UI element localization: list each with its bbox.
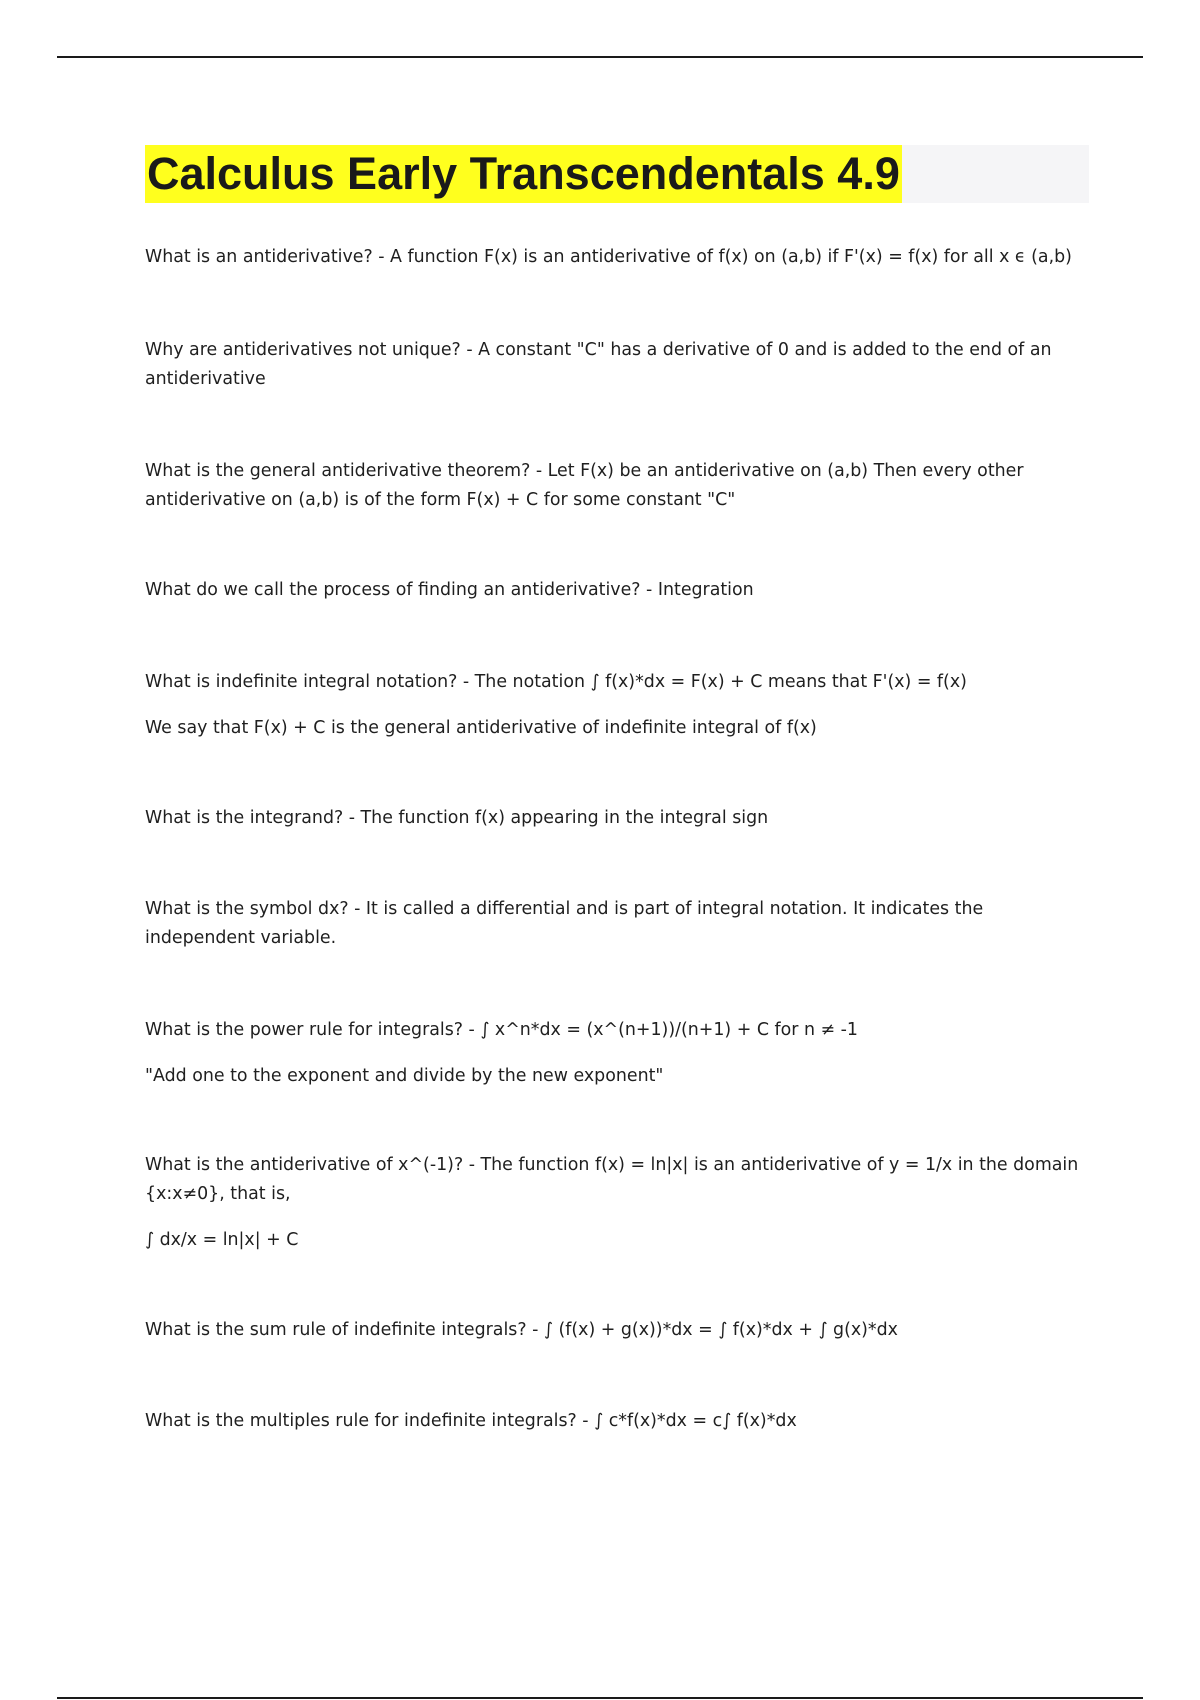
qa-text: What is the power rule for integrals? - ∫ x^n*dx = (x^(n+1))/(n+1) + C for n ≠ -1 bbox=[145, 1020, 858, 1040]
qa-entry-multiples-rule bbox=[145, 1407, 1095, 1436]
qa-entry-integration bbox=[145, 576, 1095, 605]
qa-entry-power-rule bbox=[145, 1016, 1095, 1091]
qa-text: What is the sum rule of indefinite integrals? - ∫ (f(x) + g(x))*dx = ∫ f(x)*dx + ∫ g(x)*dx bbox=[145, 1320, 898, 1340]
qa-entry-indefinite-notation bbox=[145, 668, 1095, 743]
qa-text: Why are antiderivatives not unique? - A constant "C" has a derivative of 0 and is added to the end of an antiderivative bbox=[145, 340, 1052, 389]
qa-entry-integrand bbox=[145, 804, 1095, 833]
qa-text: What is indefinite integral notation? - The notation ∫ f(x)*dx = F(x) + C means that F'(x) = f(x) bbox=[145, 672, 967, 692]
document-title: Calculus Early Transcendentals 4.9 bbox=[145, 145, 902, 203]
bottom-rule bbox=[57, 1697, 1143, 1699]
qa-entry-symbol-dx bbox=[145, 895, 1095, 953]
qa-text: What is the multiples rule for indefinite integrals? - ∫ c*f(x)*dx = c∫ f(x)*dx bbox=[145, 1411, 797, 1431]
qa-text: What is the symbol dx? - It is called a differential and is part of integral notation. It indicates the independent variable. bbox=[145, 899, 984, 948]
qa-entry-general-theorem bbox=[145, 457, 1095, 515]
qa-text: What is an antiderivative? - A function F(x) is an antiderivative of f(x) on (a,b) if F'(x) = f(x) for all x ϵ (a,b) bbox=[145, 247, 1072, 267]
qa-text: "Add one to the exponent and divide by the new exponent" bbox=[145, 1066, 664, 1086]
qa-text: What do we call the process of finding an antiderivative? - Integration bbox=[145, 580, 754, 600]
qa-entry-not-unique bbox=[145, 336, 1095, 394]
qa-text: ∫ dx/x = ln|x| + C bbox=[145, 1230, 299, 1250]
qa-text: What is the integrand? - The function f(x) appearing in the integral sign bbox=[145, 808, 769, 828]
qa-entry-x-inverse bbox=[145, 1151, 1095, 1255]
qa-text: What is the general antiderivative theorem? - Let F(x) be an antiderivative on (a,b) Then every other antiderivative on (a,b) is of the form F(x) + C for some constant "C" bbox=[145, 461, 1024, 510]
qa-text: We say that F(x) + C is the general antiderivative of indefinite integral of f(x) bbox=[145, 718, 817, 738]
qa-text: What is the antiderivative of x^(-1)? - The function f(x) = ln|x| is an antiderivative of y = 1/x in the domain {x:x≠0}, that is, bbox=[145, 1155, 1079, 1204]
qa-entry-antiderivative bbox=[145, 243, 1095, 272]
qa-entry-sum-rule bbox=[145, 1316, 1095, 1345]
top-rule bbox=[57, 56, 1143, 58]
